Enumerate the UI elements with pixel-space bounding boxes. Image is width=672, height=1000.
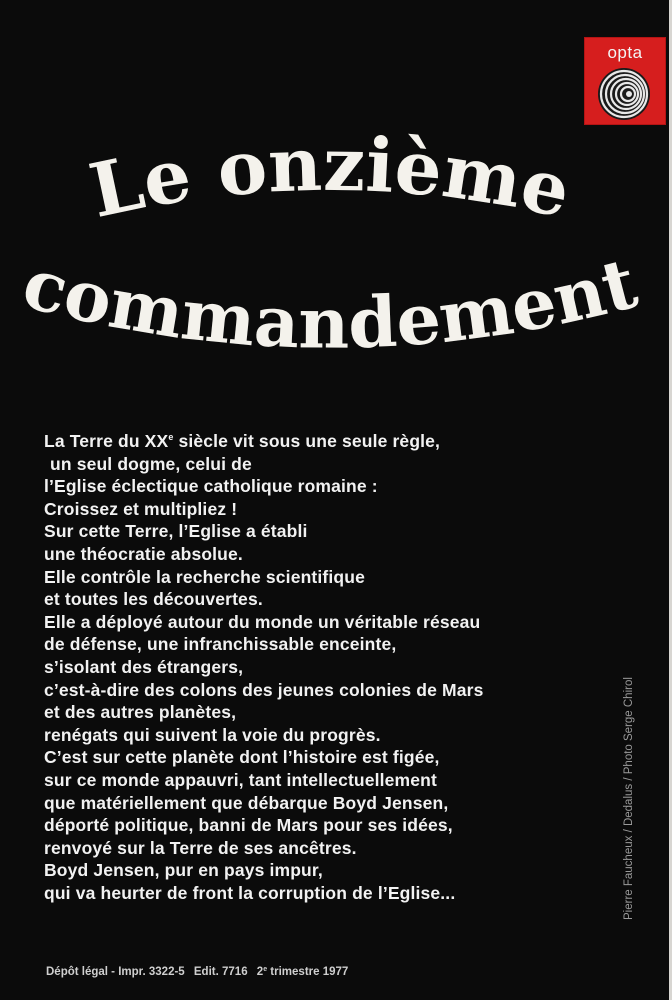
blurb-line: qui va heurter de front la corruption de l’Eglise... bbox=[44, 882, 456, 903]
blurb-line: l’Eglise éclectique catholique romaine : bbox=[44, 476, 378, 497]
blurb-line: une théocratie absolue. bbox=[44, 543, 243, 564]
publisher-name: opta bbox=[607, 43, 643, 62]
cover-credit bbox=[623, 670, 643, 920]
blurb-line: Croissez et multipliez ! bbox=[44, 498, 238, 519]
blurb-line: La Terre du XXe siècle vit sous une seule règle, bbox=[44, 431, 441, 451]
spiral-disc-icon bbox=[597, 67, 651, 121]
blurb-line: Boyd Jensen, pur en pays impur, bbox=[44, 860, 323, 881]
title-line-2: commandement bbox=[15, 241, 645, 365]
book-title bbox=[0, 130, 672, 380]
blurb-line: un seul dogme, celui de bbox=[50, 453, 252, 474]
title-line-1: Le onzième bbox=[82, 130, 578, 236]
photo-credit: Photo Serge Chirol bbox=[623, 677, 635, 775]
blurb-line: s’isolant des étrangers, bbox=[44, 656, 244, 677]
blurb-line: Elle contrôle la recherche scientifique bbox=[44, 566, 365, 587]
blurb-line: renégats qui suivent la voie du progrès. bbox=[44, 724, 381, 745]
blurb-line: déporté politique, banni de Mars pour ses idées, bbox=[44, 815, 453, 836]
designer-credit: Pierre Faucheux / Dedalus / bbox=[623, 774, 635, 920]
blurb-line: renvoyé sur la Terre de ses ancêtres. bbox=[44, 837, 357, 858]
edit-number: Edit. 7716 bbox=[193, 966, 248, 978]
blurb-line: c’est-à-dire des colons des jeunes colonies de Mars bbox=[44, 679, 484, 700]
blurb-line: de défense, une infranchissable enceinte, bbox=[44, 634, 397, 655]
blurb-line: Elle a déployé autour du monde un véritable réseau bbox=[44, 611, 481, 632]
blurb-line: et des autres planètes, bbox=[44, 702, 237, 723]
trimestre: 2e trimestre 1977 bbox=[256, 966, 349, 978]
blurb-line: que matériellement que débarque Boyd Jensen, bbox=[44, 792, 449, 813]
blurb-line: Sur cette Terre, l’Eglise a établi bbox=[44, 521, 308, 542]
blurb-line: et toutes les découvertes. bbox=[44, 589, 263, 610]
blurb-line: sur ce monde appauvri, tant intellectuellement bbox=[44, 769, 437, 790]
blurb-line: C’est sur cette planète dont l’histoire est figée, bbox=[44, 747, 440, 768]
back-cover-blurb bbox=[44, 426, 604, 904]
depot-legal: Dépôt légal - Impr. 3322-5 bbox=[46, 966, 185, 978]
publisher-logo bbox=[584, 37, 666, 125]
legal-deposit-line bbox=[46, 966, 354, 978]
